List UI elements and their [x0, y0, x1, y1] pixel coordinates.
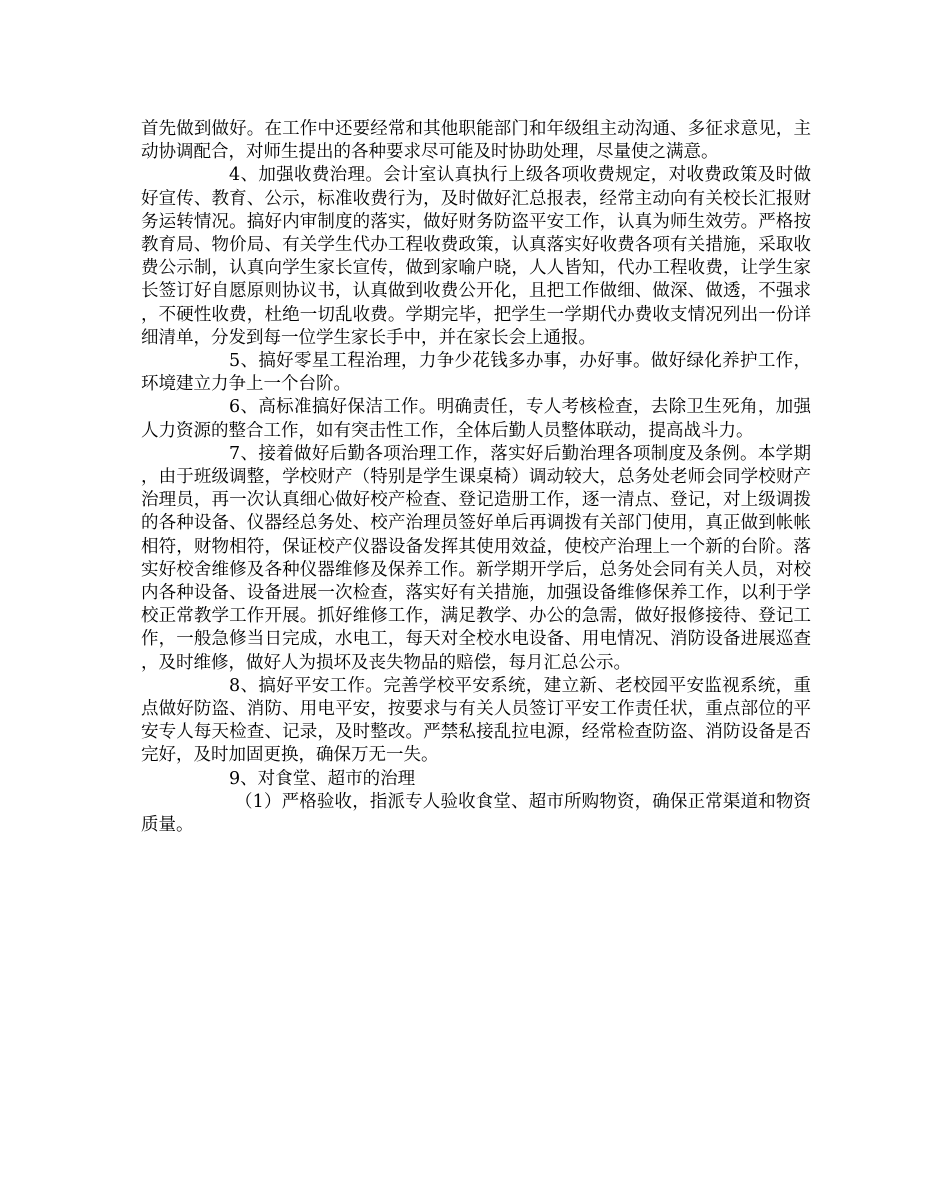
paragraph-continuation: 首先做到做好。在工作中还要经常和其他职能部门和年级组主动沟通、多征求意见，主动协调配合，对师生提出的各种要求尽可能及时协助处理，尽量使之满意。 [141, 119, 811, 163]
paragraph-item-9-1-acceptance: （1）严格验收，指派专人验收食堂、超市所购物资，确保正常渠道和物资质量。 [141, 791, 811, 836]
paragraph-item-8-safety: 8、搞好平安工作。完善学校平安系统，建立新、老校园平安监视系统，重点做好防盗、消防、用电平安，按要求与有关人员签订平安工作责任状，重点部位的平安专人每天检查、记录，及时整改。严禁私接乱拉电源，经常检查防盗、消防设备是否完好，及时加固更换，确保万无一失。 [141, 675, 811, 766]
paragraph-item-7-logistics: 7、接着做好后勤各项治理工作，落实好后勤治理各项制度及条例。本学期，由于班级调整，学校财产（特别是学生课桌椅）调动较大，总务处老师会同学校财产治理员，再一次认真细心做好校产检查、登记造册工作，逐一清点、登记，对上级调拨的各种设备、仪器经总务处、校产治理员签好单后再调拨有关部门使用，真正做到帐帐相符，财物相符，保证校产仪器设备发挥其使用效益，使校产治理上一个新的台阶。落实好校舍维修及各种仪器维修及保养工作。新学期开学后，总务处会同有关人员，对校内各种设备、设备进展一次检查，落实好有关措施，加强设备维修保养工作，以利于学校正常教学工作开展。抓好维修工作，满足教学、办公的急需，做好报修接待、登记工作，一般急修当日完成，水电工，每天对全校水电设备、用电情况、消防设备进展巡查，及时维修，做好人为损坏及丧失物品的赔偿，每月汇总公示。 [141, 443, 811, 673]
paragraph-item-4-fee-management: 4、加强收费治理。会计室认真执行上级各项收费规定，对收费政策及时做好宣传、教育、公示，标准收费行为，及时做好汇总报表，经常主动向有关校长汇报财务运转情况。搞好内审制度的落实，做好财务防盗平安工作，认真为师生效劳。严格按教育局、物价局、有关学生代办工程收费政策，认真落实好收费各项有关措施，采取收费公示制，认真向学生家长宣传，做到家喻户晓，人人皆知，代办工程收费，让学生家长签订好自愿原则协议书，认真做到收费公开化，且把工作做细、做深、做透，不强求，不硬性收费，杜绝一切乱收费。学期完毕，把学生一学期代办费收支情况列出一份详细清单，分发到每一位学生家长手中，并在家长会上通报。 [141, 165, 811, 348]
document-page [141, 118, 811, 837]
paragraph-item-5-small-projects: 5、搞好零星工程治理，力争少花钱多办事，办好事。做好绿化养护工作，环境建立力争上一个台阶。 [141, 351, 811, 395]
paragraph-item-6-cleaning: 6、高标准搞好保洁工作。明确责任，专人考核检查，去除卫生死角，加强人力资源的整合工作，如有突击性工作，全体后勤人员整体联动，提高战斗力。 [141, 397, 811, 441]
paragraph-item-9-canteen-heading: 9、对食堂、超市的治理 [229, 768, 416, 789]
